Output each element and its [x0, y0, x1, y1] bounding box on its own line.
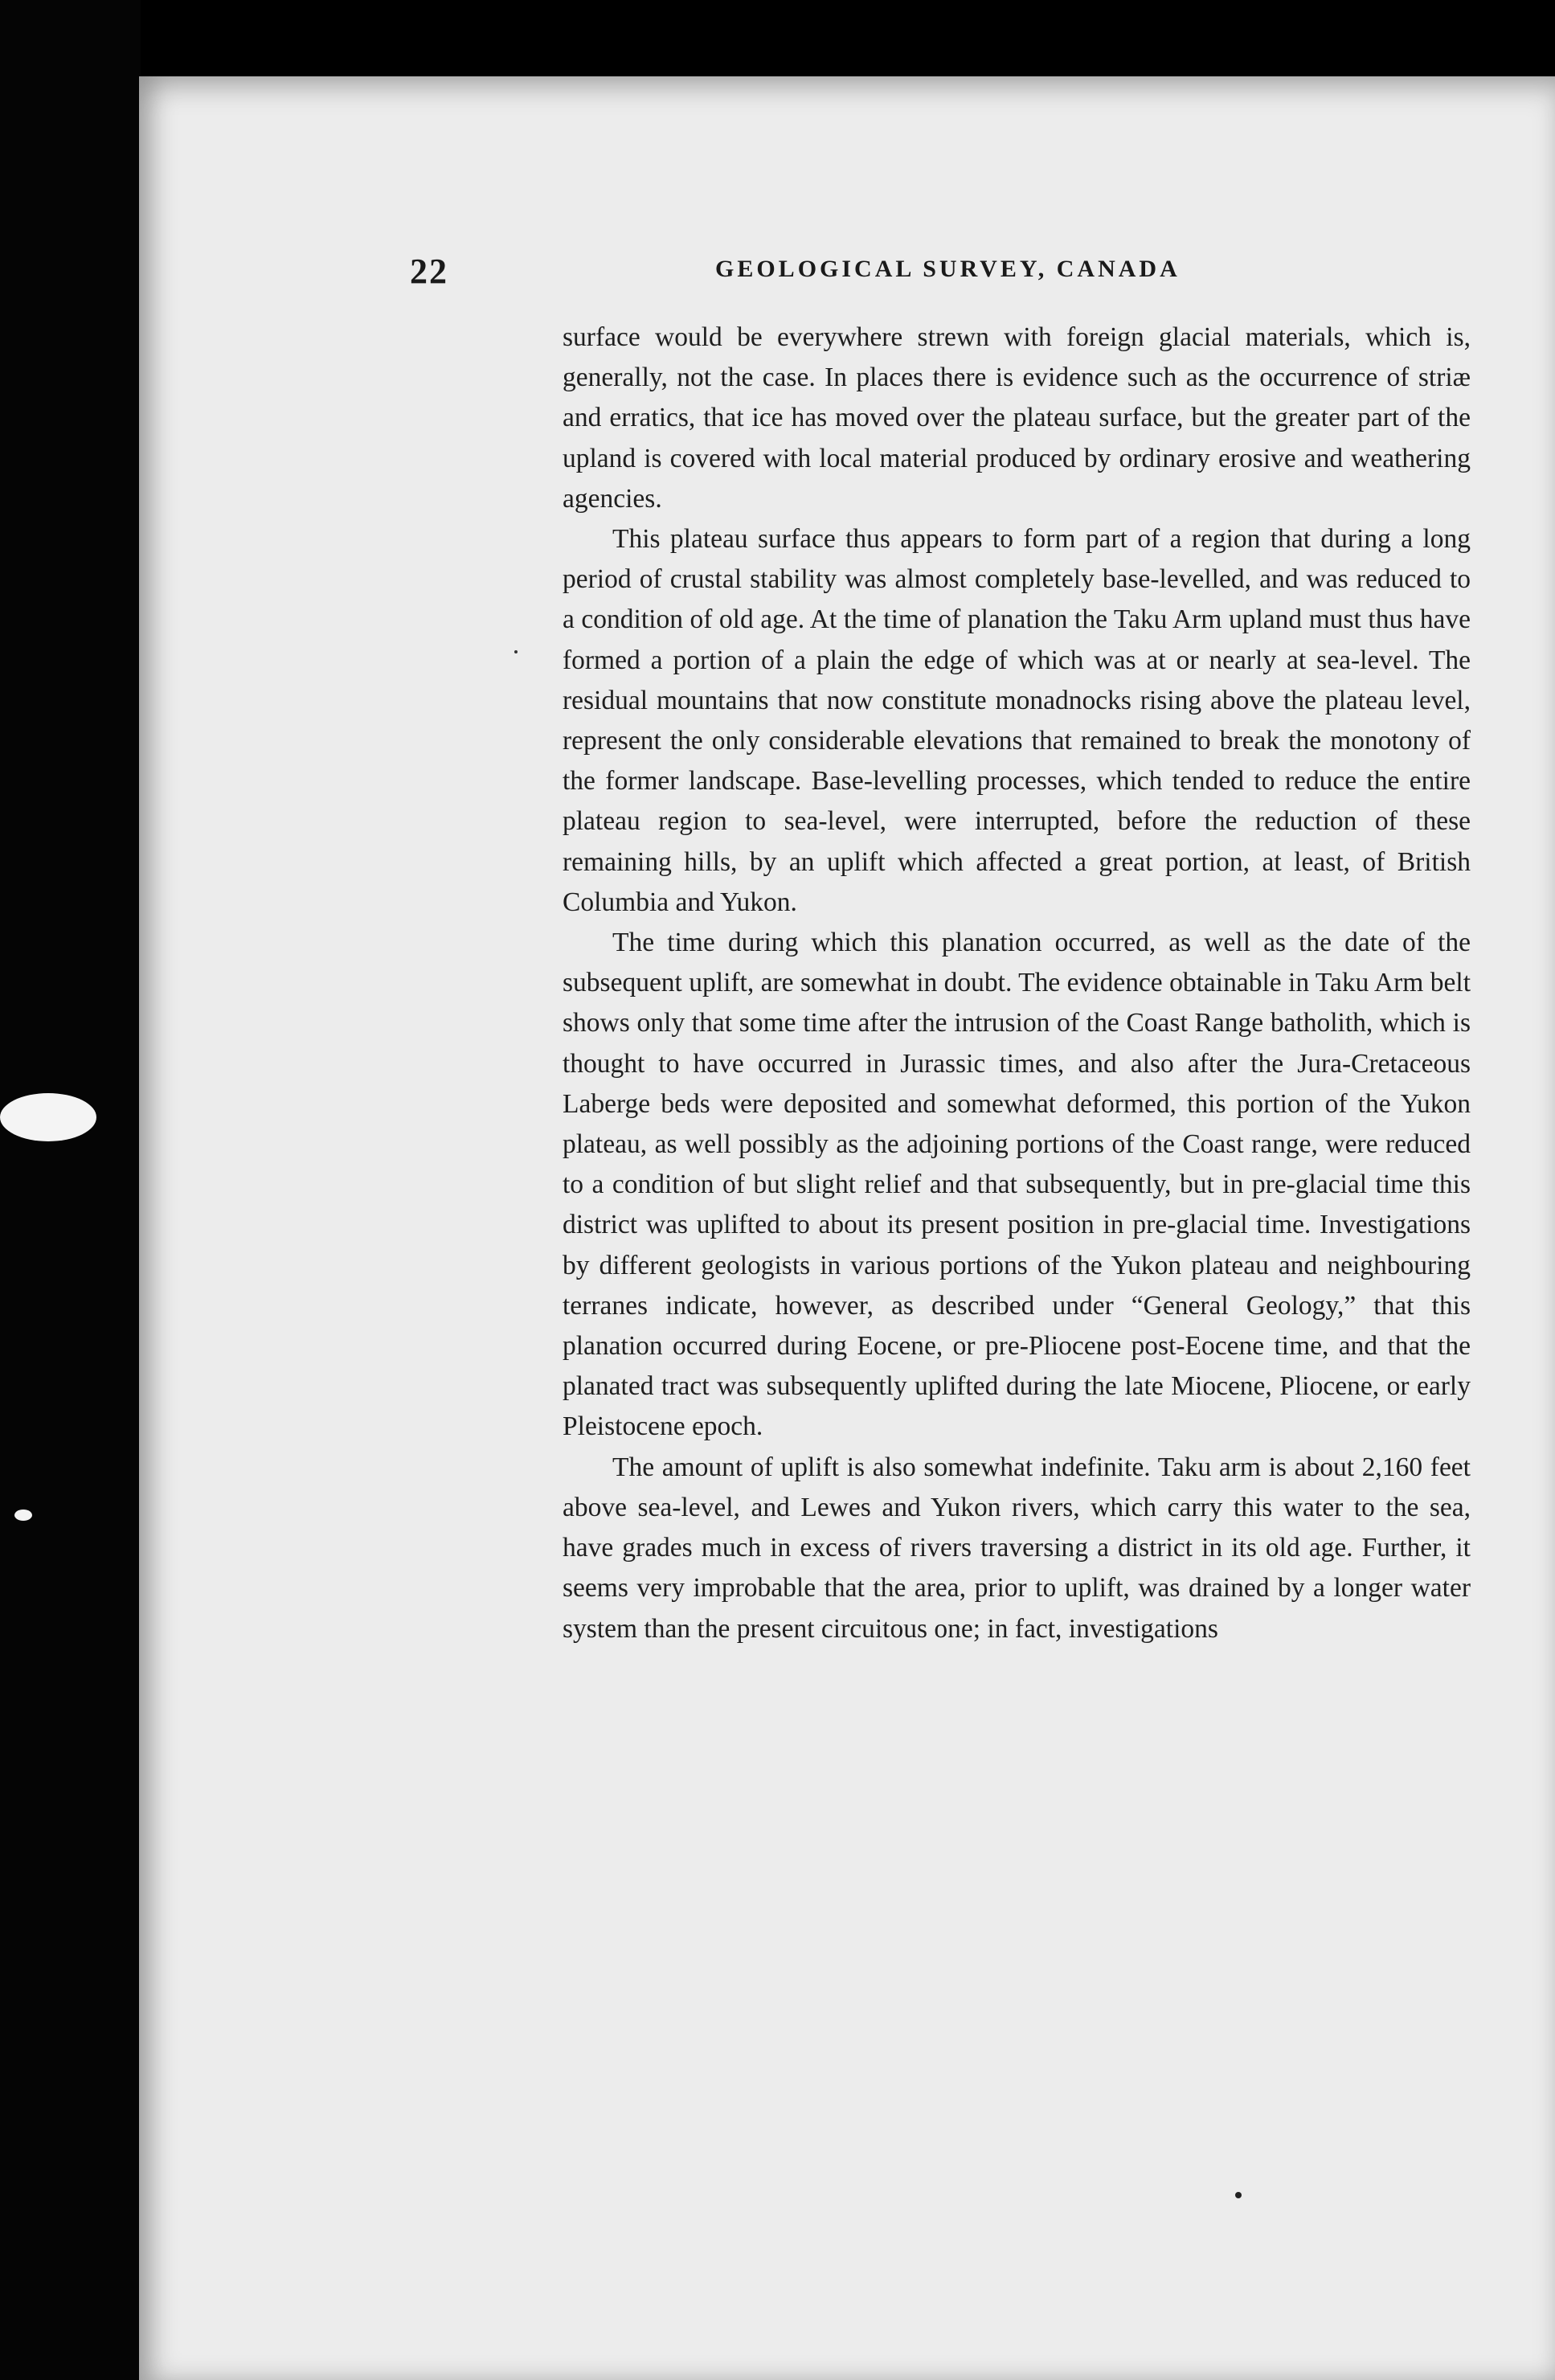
page-header [410, 251, 1455, 299]
ink-dot [1235, 2192, 1242, 2198]
running-head: GEOLOGICAL SURVEY, CANADA [715, 256, 1181, 282]
ink-speck [514, 650, 518, 653]
page-number: 22 [410, 252, 448, 291]
paragraph-amount-of-uplift: The amount of uplift is also somewhat indefinite. Taku arm is about 2,160 feet above sea-level, and Lewes and Yukon rivers, which carry this water to the sea, have grades much in excess of rivers traversing a district in its old age. Further, it seems very improbable that the area, prior to uplift, was drained by a longer water system than the present circuitous one; in fact, investigations [563, 1452, 1471, 1644]
paragraph-continued: surface would be everywhere strewn with foreign glacial materials, which is, generally, not the case. In places there is evidence such as the occurrence of striæ and erratics, that ice has moved over the plateau surface, but the greater part of the upland is covered with local material produced by ordinary erosive and weathering agencies. [563, 322, 1471, 514]
body-text [563, 317, 1471, 1649]
paragraph-plateau-surface: This plateau surface thus appears to form part of a region that during a long period of crustal stability was almost completely base-levelled, and was reduced to a condition of old age. At the time of planation the Taku Arm upland must thus have formed a portion of a plain the edge of which was at or nearly at sea-level. The residual mountains that now constitute monadnocks rising above the plateau level, represent the only considerable elevations that remained to break the monotony of the former landscape. Base-levelling processes, which tended to reduce the entire plateau region to sea-level, were interrupted, before the reduction of these remaining hills, by an uplift which affected a great portion, at least, of British Columbia and Yukon. [563, 524, 1471, 917]
paragraph-planation-time: The time during which this planation occurred, as well as the date of the subsequent uplift, are somewhat in doubt. The evidence obtainable in Taku Arm belt shows only that some time after the intrusion of the Coast Range batholith, which is thought to have occurred in Jurassic times, and also after the Jura-Cretaceous Laberge beds were deposited and somewhat deformed, this portion of the Yukon plateau, as well possibly as the adjoining portions of the Coast range, were reduced to a condition of but slight relief and that subsequently, but in pre-glacial time this district was uplifted to about its present position in pre-glacial time. Investigations by different geologists in various portions of the Yukon plateau and neighbouring terranes indicate, however, as described under “General Geology,” that this planation occurred during Eocene, or pre-Pliocene post-Eocene time, and that the planated tract was subsequently uplifted during the late Miocene, Pliocene, or early Pleistocene epoch. [563, 928, 1471, 1442]
scan-background-left [0, 0, 141, 2380]
scan-artifact [0, 1093, 96, 1141]
scan-artifact-small [14, 1510, 32, 1521]
